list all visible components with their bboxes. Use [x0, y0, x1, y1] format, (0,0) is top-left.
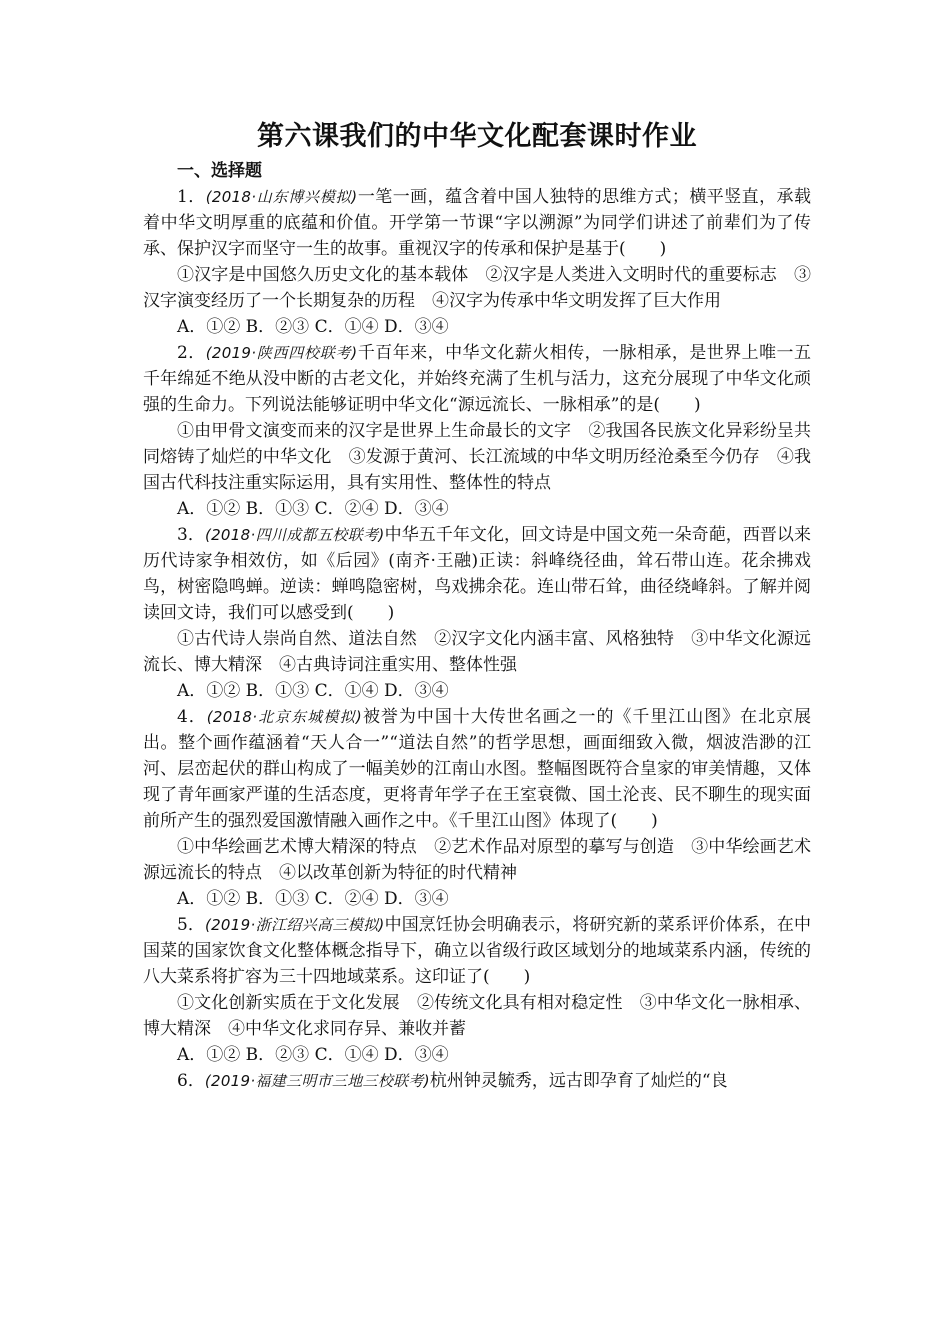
question-text: 一笔一画，蕴含着中国人独特的思维方式；横平竖直，承载着中华文明厚重的底蕴和价值。开学第一节课“字以溯源”为同学们讲述了前辈们为了传承、保护汉字而坚守一生的故事。重视汉字的传承和保护是基于( ): [143, 187, 811, 259]
question-text: 中华五千年文化，回文诗是中国文苑一朵奇葩，西晋以来历代诗家争相效仿，如《后园》(南齐·王融)正读：斜峰绕径曲，耸石带山连。花余拂戏鸟，树密隐鸣蝉。逆读：蝉鸣隐密树，鸟戏拂余花。连山带石耸，曲径绕峰斜。了解并阅读回文诗，我们可以感受到( ): [143, 525, 811, 623]
question-6: [143, 1068, 811, 1094]
question-statements: ①由甲骨文演变而来的汉字是世界上生命最长的文字 ②我国各民族文化异彩纷呈共同熔铸了灿烂的中华文化 ③发源于黄河、长江流域的中华文明历经沧桑至今仍存 ④我国古代科技注重实际运用，具有实用性、整体性的特点: [143, 421, 811, 493]
question-2: [143, 340, 811, 522]
question-text: 中国烹饪协会明确表示，将研究新的菜系评价体系，在中国菜的国家饮食文化整体概念指导下，确立以省级行政区域划分的地域菜系内涵，传统的八大菜系将扩容为三十四地域菜系。这印证了( ): [143, 915, 811, 987]
question-4: [143, 704, 811, 912]
question-number: 4．: [177, 707, 207, 727]
question-choices: A．①② B．①③ C．②④ D．③④: [177, 889, 449, 909]
question-choices: A．①② B．①③ C．②④ D．③④: [177, 499, 449, 519]
question-5: [143, 912, 811, 1068]
question-number: 2．: [177, 343, 206, 363]
question-source: (2019·陕西四校联考): [205, 344, 358, 362]
question-source: (2018·四川成都五校联考): [204, 526, 385, 544]
question-number: 6．: [177, 1071, 205, 1091]
question-number: 3．: [177, 525, 205, 545]
question-text: 杭州钟灵毓秀，远古即孕育了灿烂的“良: [429, 1071, 728, 1091]
question-stem: [143, 704, 811, 834]
question-source: (2018·北京东城模拟): [206, 708, 363, 726]
question-stem: [143, 522, 811, 626]
section-heading: 一、选择题: [177, 161, 262, 181]
question-statements: ①古代诗人崇尚自然、道法自然 ②汉字文化内涵丰富、风格独特 ③中华文化源远流长、博大精深 ④古典诗词注重实用、整体性强: [143, 629, 811, 675]
question-choices: A．①② B．②③ C．①④ D．③④: [177, 1045, 449, 1065]
question-number: 5．: [177, 915, 205, 935]
question-1: [143, 184, 811, 340]
question-3: [143, 522, 811, 704]
question-source: (2019·福建三明市三地三校联考): [204, 1072, 430, 1090]
question-text: 千百年来，中华文化薪火相传，一脉相承，是世界上唯一五千年绵延不绝从没中断的古老文化，并始终充满了生机与活力，这充分展现了中华文化顽强的生命力。下列说法能够证明中华文化“源远流长、一脉相承”的是( ): [143, 343, 811, 415]
question-source: (2018·山东博兴模拟): [205, 188, 358, 206]
question-stem: [143, 340, 811, 418]
question-text: 被誉为中国十大传世名画之一的《千里江山图》在北京展出。整个画作蕴涵着“天人合一”“道法自然”的哲学思想，画面细致入微，烟波浩渺的江河、层峦起伏的群山构成了一幅美妙的江南山水图。整幅图既符合皇家的审美情趣，又体现了青年画家严谨的生活态度，更将青年学子在王室衰微、国土沦丧、民不聊生的现实面前所产生的强烈爱国激情融入画作之中。《千里江山图》体现了( ): [143, 707, 812, 831]
question-stem: [143, 912, 811, 990]
question-statements: ①文化创新实质在于文化发展 ②传统文化具有相对稳定性 ③中华文化一脉相承、博大精深 ④中华文化求同存异、兼收并蓄: [143, 993, 811, 1039]
document-page: [143, 118, 811, 1094]
question-number: 1．: [177, 187, 206, 207]
page-title: 第六课我们的中华文化配套课时作业: [257, 121, 697, 152]
question-choices: A．①② B．②③ C．①④ D．③④: [177, 317, 449, 337]
question-source: (2019·浙江绍兴高三模拟): [204, 916, 385, 934]
question-stem: [143, 1068, 811, 1094]
question-stem: [143, 184, 811, 262]
question-statements: ①中华绘画艺术博大精深的特点 ②艺术作品对原型的摹写与创造 ③中华绘画艺术源远流长的特点 ④以改革创新为特征的时代精神: [143, 837, 811, 883]
question-statements: ①汉字是中国悠久历史文化的基本载体 ②汉字是人类进入文明时代的重要标志 ③汉字演变经历了一个长期复杂的历程 ④汉字为传承中华文明发挥了巨大作用: [143, 265, 811, 311]
question-choices: A．①② B．①③ C．①④ D．③④: [177, 681, 449, 701]
